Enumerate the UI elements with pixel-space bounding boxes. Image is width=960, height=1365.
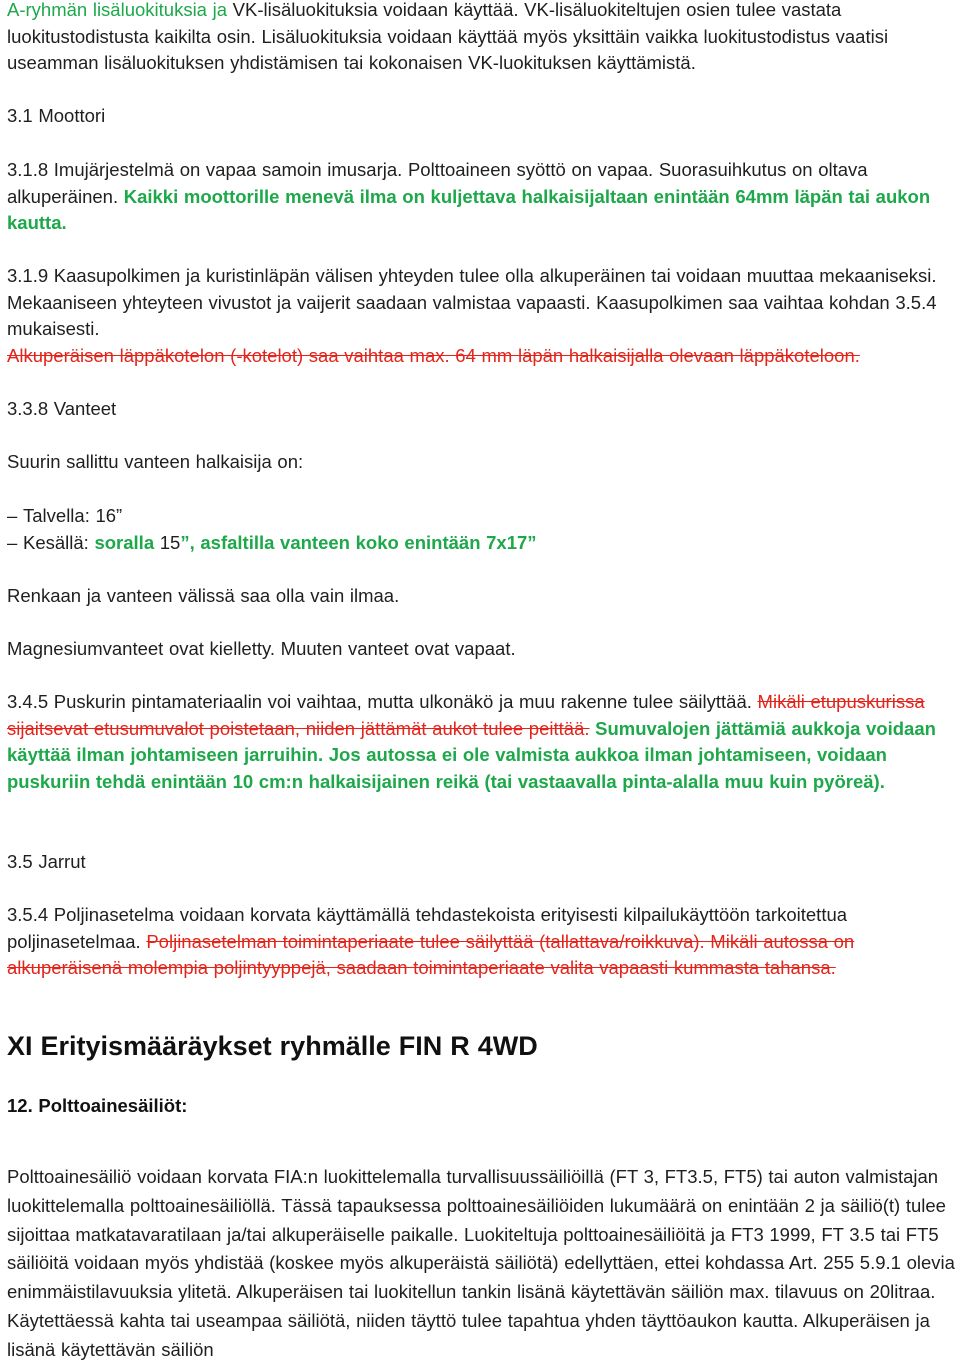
chapter-heading-xi: XI Erityismääräykset ryhmälle FIN R 4WD [7, 1031, 538, 1061]
section-heading-fuel-tanks: 12. Polttoainesäiliöt: [7, 1095, 188, 1116]
wheels-magnesium: Magnesiumvanteet ovat kielletty. Muuten vanteet ovat vapaat. [7, 638, 516, 659]
wheels-summer-asphalt: ”, asfaltilla vanteen koko enintään 7x17” [180, 532, 537, 553]
section-heading-engine: 3.1 Moottori [7, 105, 106, 126]
paragraph-3-5-4-text: 3.5.4 Poljinasetelma voidaan korvata käyttämällä tehdastekoista erityisesti kilpailukäyttöön tarkoitettua poljinasetelmaa. [7, 904, 848, 952]
intro-text: VK-lisäluokituksia voidaan käyttää. VK-lisäluokiteltujen osien tulee vastata luokitustodistusta kaikilta osin. Lisäluokituksia voidaan käyttää myös yksittäin vaikka luokitustodistus vaatisi useamman lisäluokituksen yhdistämisen tai kokonaisen VK-luokituksen käyttämistä. [7, 0, 889, 74]
paragraph-3-4-5-text: 3.4.5 Puskurin pintamateriaalin voi vaihtaa, mutta ulkonäkö ja muu rakenne tulee säilyttää. [7, 691, 758, 712]
section-heading-brakes: 3.5 Jarrut [7, 851, 86, 872]
paragraph-3-1-8-green-text: Kaikki moottorille menevä ilma on kuljettava halkaisijaltaan enintään 64mm läpän tai aukon kautta. [7, 185, 931, 234]
paragraph-3-4-5-green-text: Sumuvalojen jättämiä aukkoja voidaan käyttää ilman johtamiseen jarruihin. Jos autossa ei ole valmista aukkoa ilman johtamiseen, voidaan puskuriin tehdä enintään 10 cm:n halkaisijainen reikä (tai vastaavalla pinta-alalla muu kuin pyöreä). [7, 717, 936, 792]
intro-green-text: A-ryhmän lisäluokituksia ja [7, 0, 228, 20]
dash-bullet: – [7, 505, 18, 526]
wheels-winter-text: Talvella: 16” [23, 505, 123, 526]
paragraph-3-5-4-struck-text: Poljinasetelman toimintaperiaate tulee säilyttää (tallattava/roikkuva). Mikäli autossa on alkuperäisenä molempia poljintyyppejä, saadaan toimintaperiaate valita vapaasti kummasta tahansa. [7, 930, 855, 979]
wheels-summer [7, 530, 955, 557]
paragraph-3-1-9-text: 3.1.9 Kaasupolkimen ja kuristinläpän välisen yhteyden tulee olla alkuperäinen tai voidaan muuttaa mekaaniseksi. Mekaaniseen yhteyteen vivustot ja vaijerit saadaan valmistaa vapaasti. Kaasupolkimen saa vaihtaa kohdan 3.5.4 mukaisesti. [7, 265, 937, 340]
paragraph-3-1-9-struck-text: Alkuperäisen läppäkotelon (-kotelot) saa vaihtaa max. 64 mm läpän halkaisijalla olevaan läppäkoteloon. [7, 344, 860, 366]
wheels-summer-gravel: soralla [94, 532, 155, 553]
wheels-summer-value: 15 [154, 532, 181, 553]
paragraph-3-4-5 [7, 689, 955, 795]
paragraph-fuel-tanks: Polttoainesäiliö voidaan korvata FIA:n luokittelemalla turvallisuussäiliöillä (FT 3, FT3.5, FT5) tai auton valmistajan luokittelemalla polttoainesäiliöllä. Tässä tapauksessa polttoainesäiliöiden lukumäärä on enintään 2 ja säiliö(t) tulee sijoittaa matkatavaratilaan ja/tai alkuperäiselle paikalle. Luokiteltuja polttoainesäiliöitä ja FT3 1999, FT 3.5 tai FT5 säiliöitä voidaan myös yhdistää (koskee myös alkuperäistä säiliötä) edellyttäen, ettei kohdassa Art. 255 5.9.1 olevia enimmäistilavuuksia ylitetä. Alkuperäisen tai luokitellun tankin lisänä käytettävän säiliön max. tilavuus on 20litraa. Käytettäessä kahta tai useampaa säiliötä, niiden täyttö tulee tapahtua yhden täyttöaukon kautta. Alkuperäisen ja lisänä käytettävän säiliön [7, 1166, 955, 1360]
wheels-summer-label: Kesällä: [23, 532, 95, 553]
section-heading-wheels: 3.3.8 Vanteet [7, 398, 117, 419]
paragraph-3-1-9 [7, 263, 955, 369]
wheels-max-diameter: Suurin sallittu vanteen halkaisija on: [7, 451, 304, 472]
intro-paragraph [7, 0, 955, 77]
paragraph-3-1-8 [7, 157, 955, 237]
wheels-air: Renkaan ja vanteen välissä saa olla vain ilmaa. [7, 585, 400, 606]
paragraph-3-4-5-struck-text: Mikäli etupuskurissa sijaitsevat etusumuvalot poistetaan, niiden jättämät aukot tulee peittää. [7, 691, 925, 739]
paragraph-3-5-4 [7, 902, 955, 982]
dash-bullet: – [7, 532, 18, 553]
paragraph-3-1-8-text: 3.1.8 Imujärjestelmä on vapaa samoin imusarja. Polttoaineen syöttö on vapaa. Suorasuihkutus on oltava alkuperäinen. [7, 159, 868, 207]
wheels-winter [7, 503, 955, 530]
